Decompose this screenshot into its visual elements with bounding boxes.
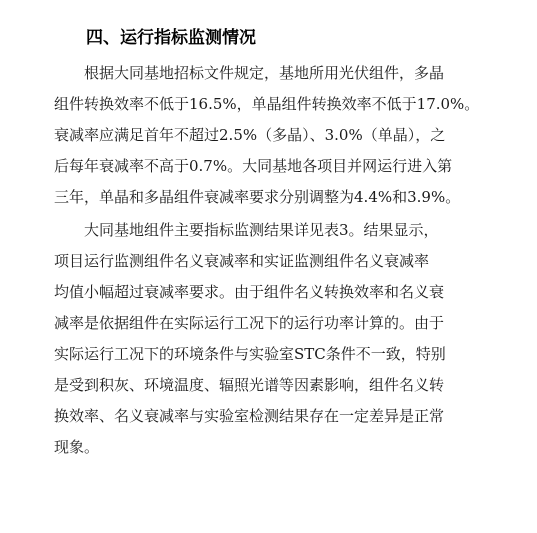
paragraph-1-line-3: 衰减率应满足首年不超过2.5%（多晶）、3.0%（单晶），之 [54,126,446,144]
paragraph-2-line-8: 现象。 [54,438,100,456]
paragraph-2-line-2: 项目运行监测组件名义衰减率和实证监测组件名义衰减率 [54,252,430,270]
section-heading: 四、运行指标监测情况 [86,28,256,48]
paragraph-1-line-2: 组件转换效率不低于16.5%，单晶组件转换效率不低于17.0%。 [54,95,480,113]
paragraph-2-line-4: 减率是依据组件在实际运行工况下的运行功率计算的。由于 [54,314,445,332]
paragraph-2-line-7: 换效率、名义衰减率与实验室检测结果存在一定差异是正常 [54,407,445,425]
paragraph-1-line-4: 后每年衰减率不高于0.7%。大同基地各项目并网运行进入第 [54,157,453,175]
paragraph-2-line-6: 是受到积灰、环境温度、辐照光谱等因素影响，组件名义转 [54,376,445,394]
paragraph-1-line-5: 三年，单晶和多晶组件衰减率要求分别调整为4.4%和3.9%。 [54,188,461,206]
paragraph-2-line-1: 大同基地组件主要指标监测结果详见表3。结果显示， [84,221,439,239]
paragraph-2-line-5: 实际运行工况下的环境条件与实验室STC条件不一致，特别 [54,345,446,363]
paragraph-1-line-1: 根据大同基地招标文件规定，基地所用光伏组件，多晶 [84,64,445,82]
paragraph-2-line-3: 均值小幅超过衰减率要求。由于组件名义转换效率和名义衰 [54,283,445,301]
